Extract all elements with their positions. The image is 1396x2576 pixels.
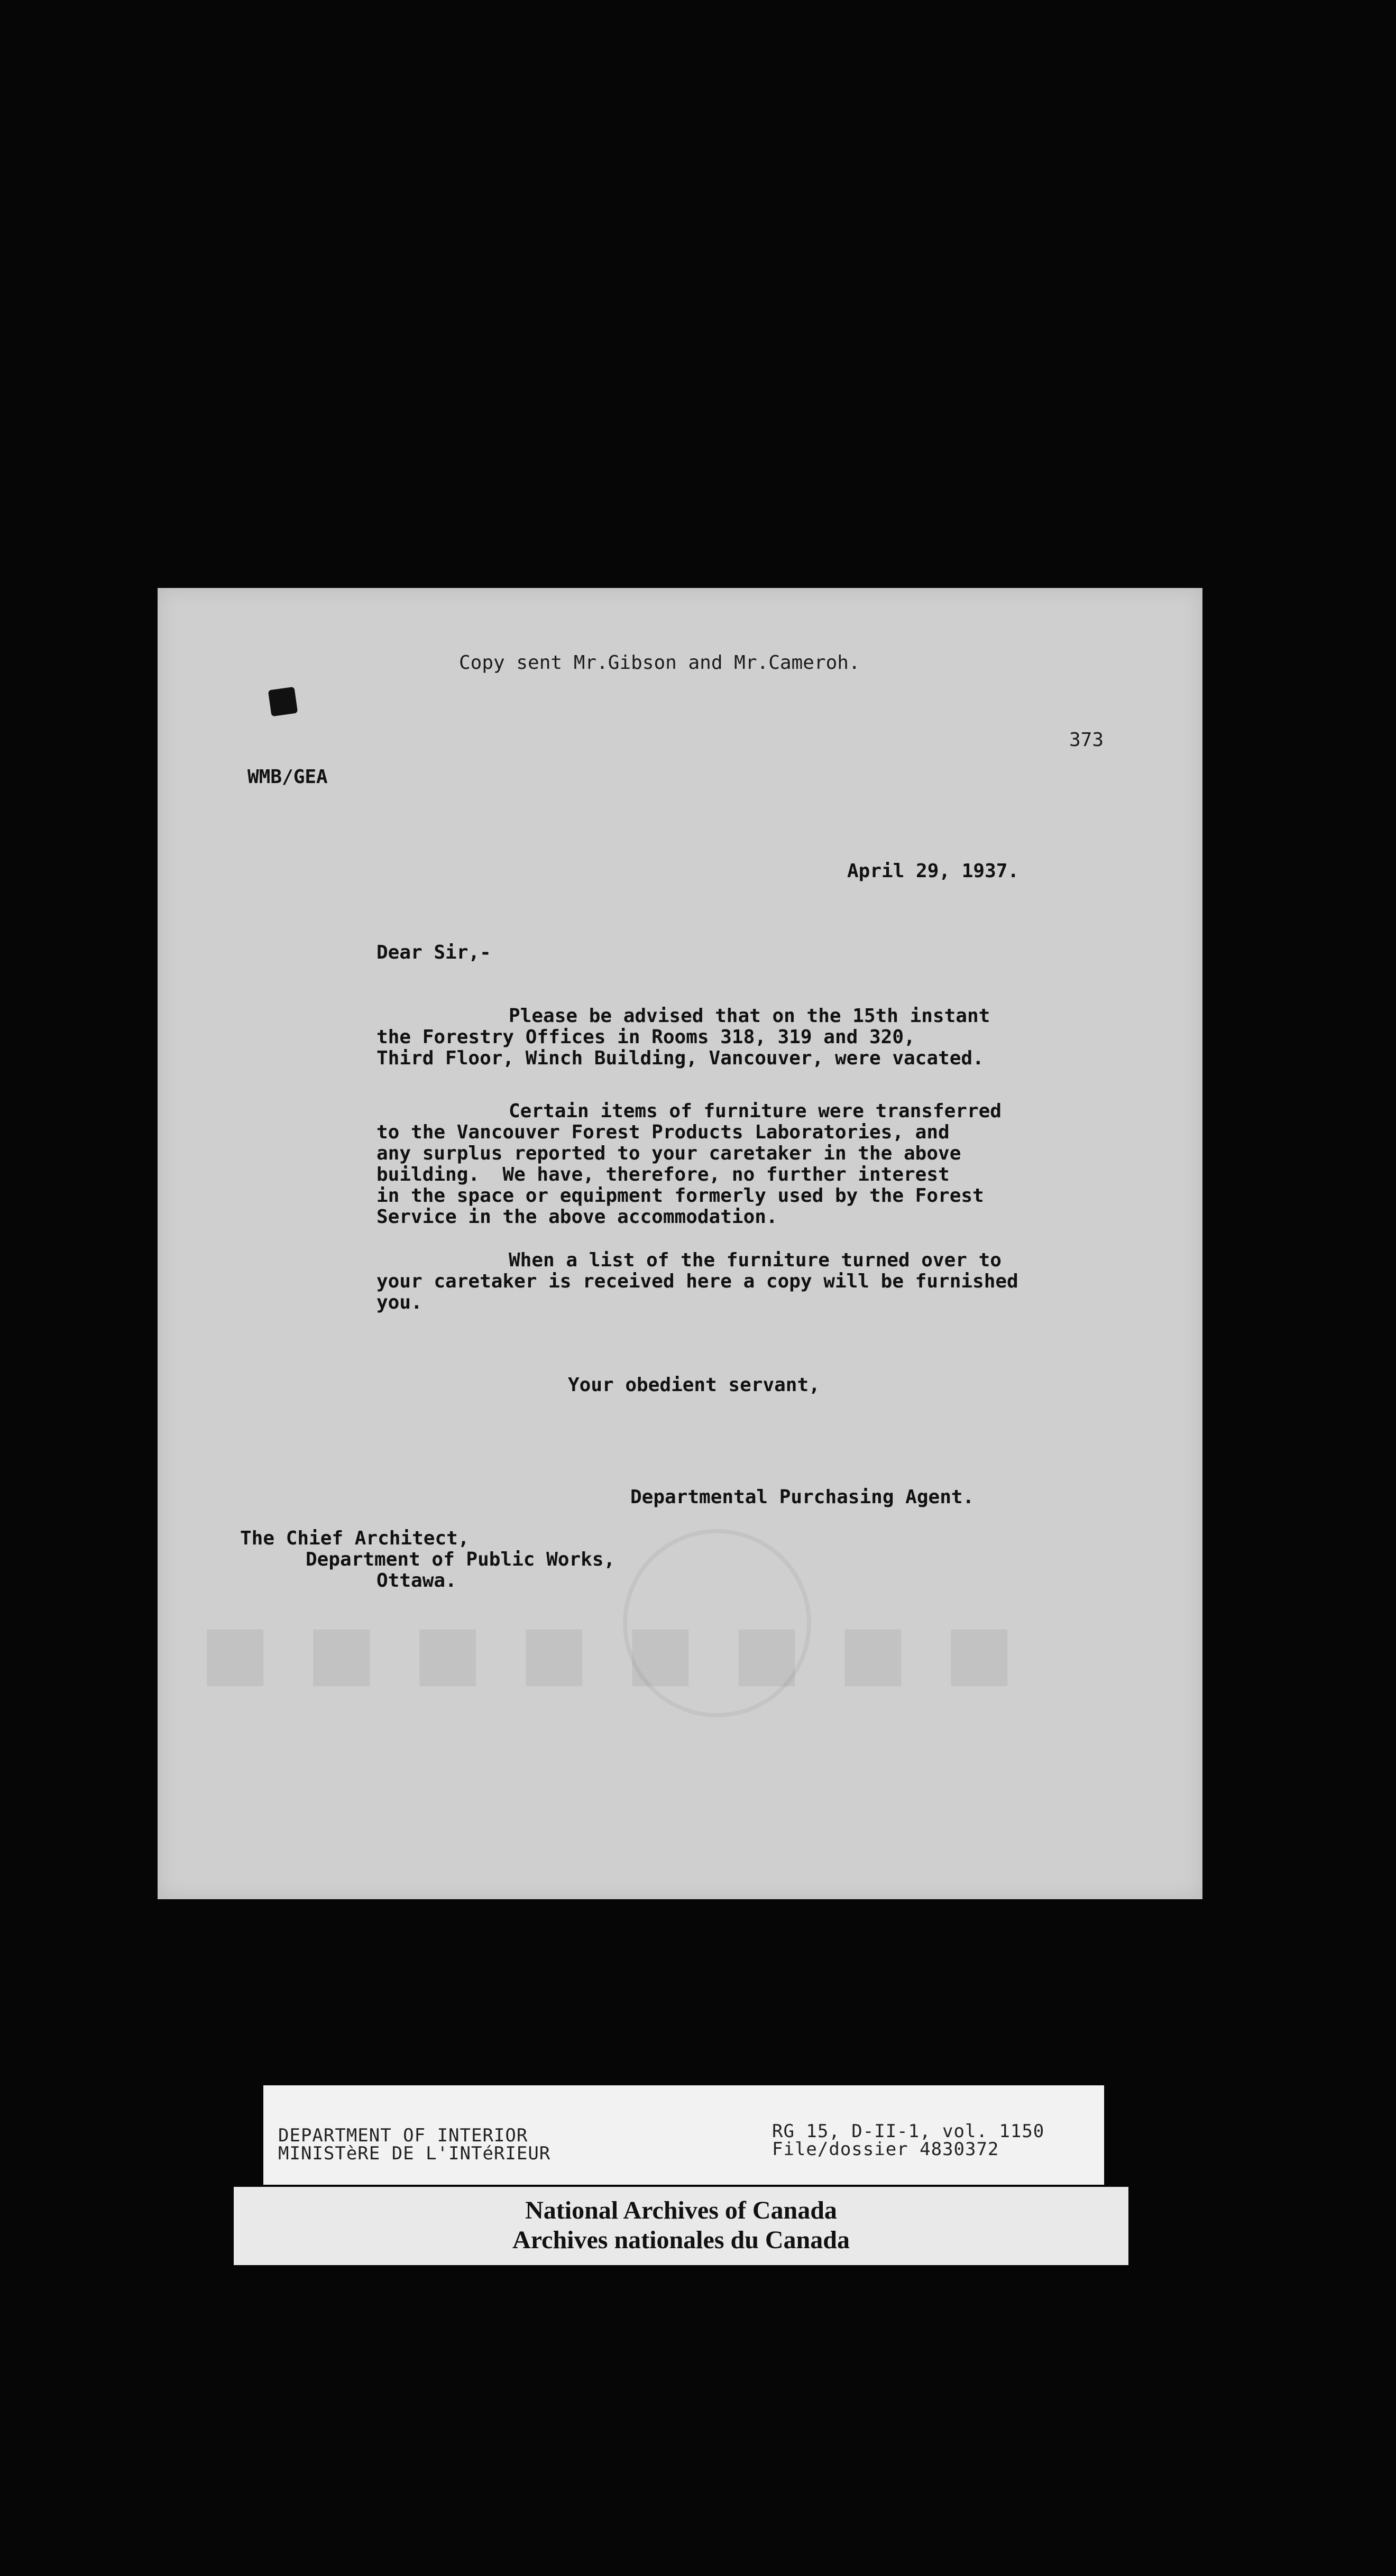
signature-title: Departmental Purchasing Agent. [630, 1486, 975, 1508]
letter-date: April 29, 1937. [847, 860, 1020, 882]
salutation: Dear Sir,- [376, 942, 491, 963]
paragraph-1-line: the Forestry Offices in Rooms 318, 319 and 320, [376, 1026, 915, 1048]
paragraph-3-line: your caretaker is received here a copy will be furnished [376, 1271, 1018, 1292]
letter-page [158, 588, 1202, 1899]
addressee-line: The Chief Architect, [240, 1528, 470, 1549]
punch-hole-mark [268, 687, 298, 716]
paragraph-2-line: building. We have, therefore, no further interest [376, 1164, 950, 1185]
paragraph-2-line: Certain items of furniture were transferred [509, 1100, 1002, 1122]
paragraph-2-line: to the Vancouver Forest Products Laboratories, and [376, 1121, 950, 1143]
paragraph-2-line: Service in the above accommodation. [376, 1206, 778, 1228]
paragraph-2-line: any surplus reported to your caretaker in the above [376, 1143, 961, 1164]
archive-name-french: Archives nationales du Canada [512, 2226, 850, 2254]
department-english: DEPARTMENT OF INTERIOR [278, 2125, 528, 2146]
record-group: RG 15, D-II-1, vol. 1150 [772, 2121, 1045, 2142]
closing: Your obedient servant, [568, 1374, 820, 1396]
archive-name-english: National Archives of Canada [525, 2196, 837, 2224]
paragraph-3-line: When a list of the furniture turned over to [509, 1249, 1002, 1271]
reverse-side-bleed-through: ■ ■ ■ ■ ■ ■ ■ ■ [195, 1608, 1014, 1695]
file-number: File/dossier 4830372 [772, 2139, 999, 2160]
copy-note: Copy sent Mr.Gibson and Mr.Cameroh. [459, 652, 860, 674]
reference-initials: WMB/GEA [247, 766, 328, 788]
reference-slip [263, 2085, 1104, 2185]
paragraph-2-line: in the space or equipment formerly used by the Forest [376, 1185, 984, 1207]
department-french: MINISTèRE DE L'INTéRIEUR [278, 2143, 551, 2164]
addressee-line: Ottawa. [376, 1570, 457, 1591]
page-number: 373 [1069, 729, 1104, 751]
paragraph-3-line: you. [376, 1292, 423, 1313]
paragraph-1-line: Third Floor, Winch Building, Vancouver, were vacated. [376, 1047, 984, 1069]
archive-label [234, 2187, 1128, 2265]
addressee-line: Department of Public Works, [306, 1549, 616, 1570]
paragraph-1-line: Please be advised that on the 15th instant [509, 1005, 990, 1027]
